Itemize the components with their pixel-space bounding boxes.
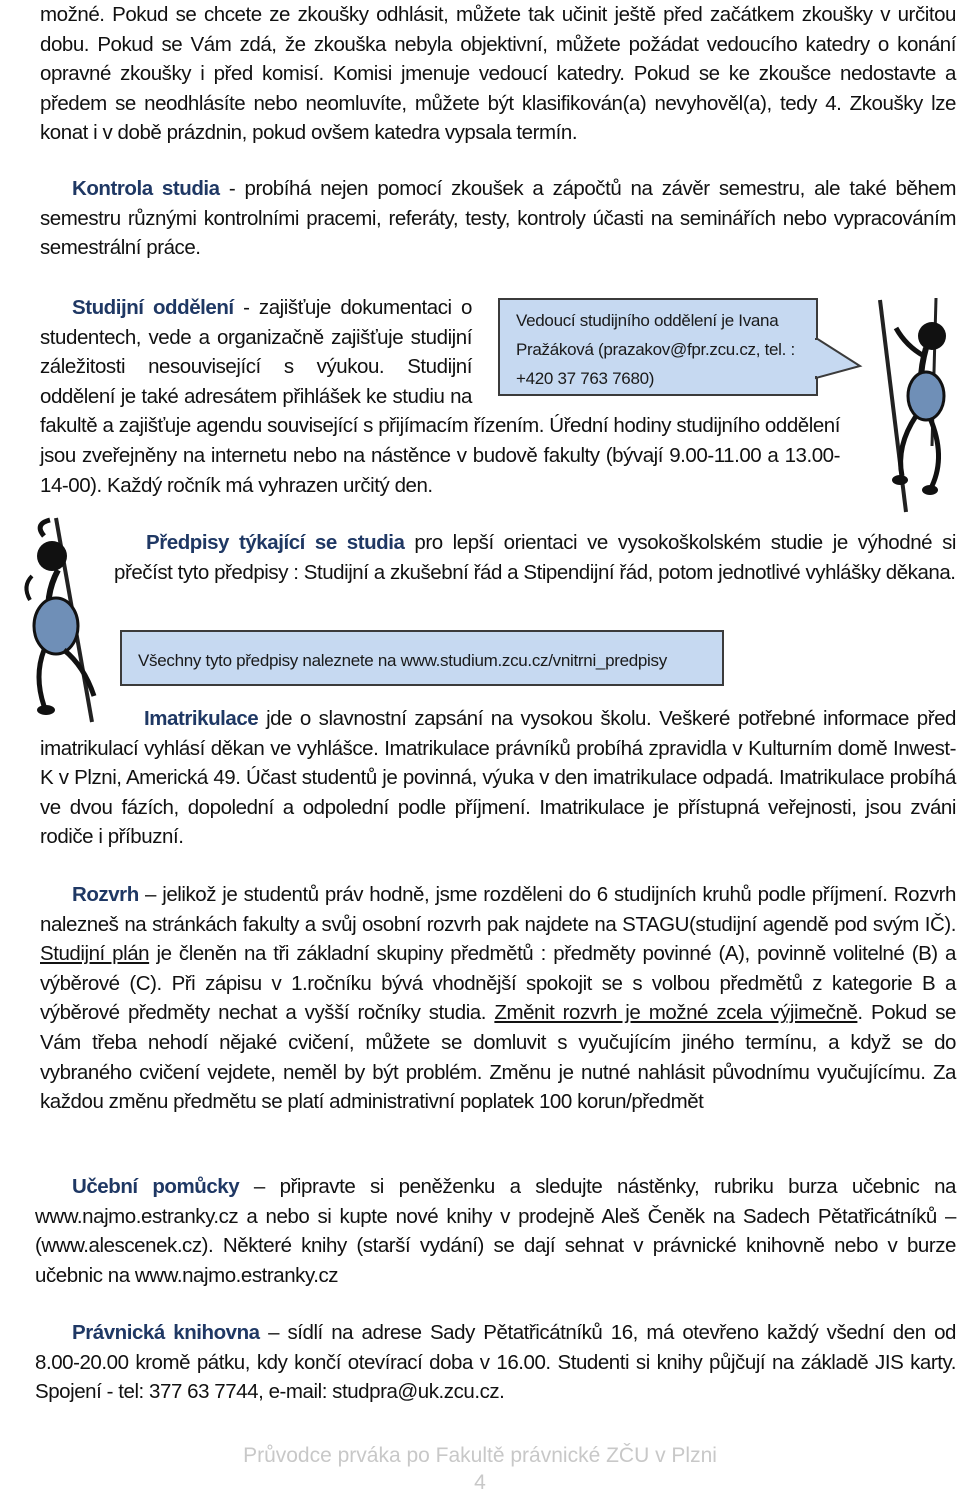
zmena-rozvrhu-underlined: Změnit rozvrh je možné zcela výjimečně xyxy=(494,1001,858,1025)
kontrola-text: - probíhá nejen pomocí zkoušek a zápočtů na závěr semestru, ale také během semestru různými kontrolními pracemi, referáty, testy, kontroly účasti na seminářích nebo vypracováním semestrální práce. xyxy=(40,177,956,260)
climber-illustration-right xyxy=(866,296,956,516)
studijni-plan-underlined: Studijní plán xyxy=(40,942,150,966)
kontrola-heading: Kontrola studia xyxy=(72,177,220,200)
imatrikulace-paragraph xyxy=(40,704,956,852)
kontrola-paragraph xyxy=(40,174,956,263)
oddeleni-callout-text: Vedoucí studijního oddělení je Ivana Pražáková (prazakov@fpr.zcu.cz, tel. : +420 37 763 7680) xyxy=(516,311,795,388)
climber-illustration-left xyxy=(4,516,114,726)
predpisy-text: pro lepší orientaci ve vysokoškolském studie je výhodné si přečíst tyto předpisy : Studijní a zkušební řád a Stipendijní řád, potom jednotlivé vyhlášky děkana. xyxy=(114,531,956,584)
rozvrh-text-2: je členěn na tři základní skupiny předmětů : předměty povinné (A), povinně volitelné (B) a výběrové (C). Při zápisu v 1.ročníku bývá vhodnější spokojit se s volbou předmětů z kategorie B a výběrové předměty nechat a vyšší ročníky studia. xyxy=(40,942,956,1025)
predpisy-callout xyxy=(120,630,724,686)
oddeleni-callout xyxy=(498,298,818,396)
rozvrh-heading: Rozvrh xyxy=(72,883,139,906)
imatrikulace-text: jde o slavnostní zapsání na vysokou školu. Veškeré potřebné informace před imatrikulací vyhlásí děkan ve vyhlášce. Imatrikulace právníků probíhá zpravidla v Kulturním domě Inwest-K v Plzni, Americká 49. Účast studentů je povinná, výuka v den imatrikulace odpadá. Imatrikulace probíhá ve dvou fázích, dopolední a odpolední podle příjmení. Imatrikulace je přístupná veřejnosti, jsou zváni rodiče i příbuzní. xyxy=(40,707,956,849)
rozvrh-paragraph xyxy=(40,880,956,1117)
rozvrh-text-1: – jelikož je studentů práv hodně, jsme rozděleni do 6 studijních kruhů podle příjmení. Rozvrh nalezneš na stránkách fakulty a svůj osobní rozvrh pak najdete na STAGU(studijní agendě pod svým IČ). xyxy=(40,883,956,936)
predpisy-callout-text: Všechny tyto předpisy naleznete na www.studium.zcu.cz/vnitrni_predpisy xyxy=(138,651,667,670)
predpisy-heading: Předpisy týkající se studia xyxy=(146,531,405,554)
pomucky-text: – připravte si peněženku a sledujte nástěnky, rubriku burza učebnic na www.najmo.estranky.cz a nebo si kupte nové knihy v prodejně Aleš Čeněk na Sadech Pětatřicátníků – (www.alescenek.cz). Některé knihy (starší vydání) se dají sehnat v právnické knihovně nebo v burze učebnic na www.najmo.estranky.cz xyxy=(35,1175,956,1287)
pomucky-heading: Učební pomůcky xyxy=(72,1175,240,1198)
oddeleni-text: - zajišťuje dokumentaci o studentech, vede a organizačně zajišťuje studijní záležitosti nesouvisející s výukou. Studijní oddělení je také adresátem přihlášek ke studiu na fakultě a zajišťuje agendu související s přijímacím řízením. Úřední hodiny studijního oddělení jsou zveřejněny na internetu nebo na nástěnce v budově fakulty (bývají 9.00-11.00 a 13.00-14-00). Každý ročník má vyhrazen určitý den. xyxy=(40,296,840,497)
footer-title: Průvodce prváka po Fakultě právnické ZČU v Plzni xyxy=(243,1444,717,1467)
knihovna-text: – sídlí na adrese Sady Pětatřicátníků 16, má otevřeno každý všední den od 8.00-20.00 kromě pátku, kdy končí otevírací doba v 16.00. Studenti si knihy půjčují na základě JIS karty. Spojení - tel: 377 63 7744, e-mail: studpra@uk.zcu.cz. xyxy=(35,1321,956,1404)
pomucky-paragraph xyxy=(35,1172,956,1290)
oddeleni-heading: Studijní oddělení xyxy=(72,296,234,319)
imatrikulace-heading: Imatrikulace xyxy=(144,707,259,730)
exam-paragraph: možné. Pokud se chcete ze zkoušky odhlásit, můžete tak učinit ještě před začátkem zkoušky v určitou dobu. Pokud se Vám zdá, že zkouška nebyla objektivní, můžete požádat vedoucího katedry o konání opravné zkoušky i před komisí. Komisi jmenuje vedoucí katedry. Pokud se ke zkoušce nedostavte a předem se neodhlásíte nebo neomluvíte, můžete být klasifikován(a) nevyhověl(a), tedy 4. Zkoušky lze konat i v době prázdnin, pokud ovšem katedra vypsala termín. xyxy=(40,3,956,145)
predpisy-paragraph xyxy=(114,528,956,587)
rozvrh-text-3: . Pokud se Vám třeba nehodí nějaké cvičení, můžete se domluvit s vyučujícím jiného termínu, a když se do vybraného cvičení vejdete, neměl by být problém. Změnu je nutné nahlásit původnímu vyučujícímu. Za každou změnu předmětu se platí administrativní poplatek 100 korun/předmět xyxy=(40,1001,956,1114)
knihovna-heading: Právnická knihovna xyxy=(72,1321,260,1344)
knihovna-paragraph xyxy=(35,1318,956,1407)
page-number: 4 xyxy=(474,1471,486,1494)
